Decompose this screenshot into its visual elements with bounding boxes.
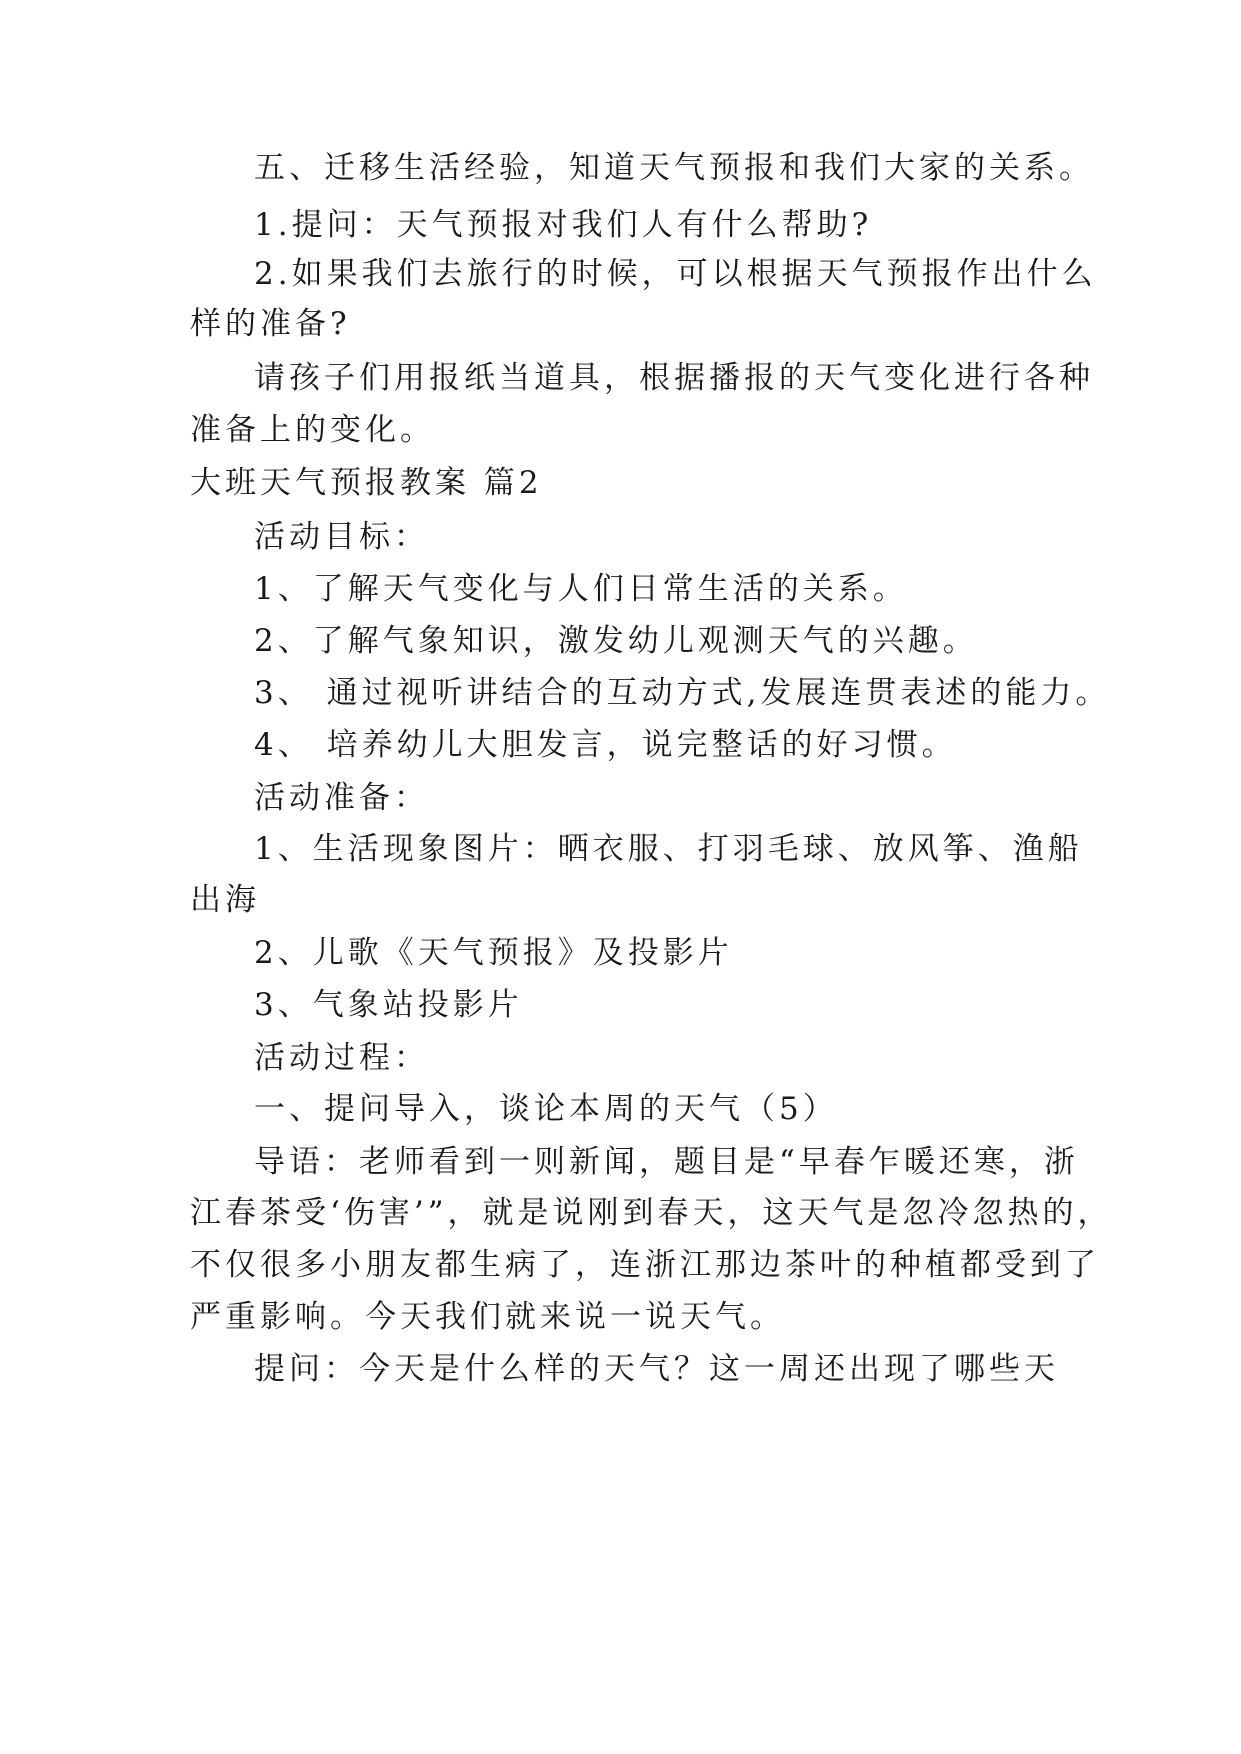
- paragraph-line: 1、了解天气变化与人们日常生活的关系。: [254, 571, 908, 607]
- paragraph-line: 活动准备：: [254, 780, 429, 816]
- paragraph-line: 导语：老师看到一则新闻，题目是“早春乍暖还寒，浙: [254, 1144, 1079, 1180]
- paragraph-line: 4、 培养幼儿大胆发言，说完整话的好习惯。: [254, 727, 957, 763]
- paragraph-line: 严重影响。今天我们就来说一说天气。: [190, 1299, 785, 1335]
- paragraph-line: 江春茶受‘伤害’”，就是说刚到春天，这天气是忽冷忽热的，: [190, 1195, 1113, 1231]
- paragraph-line: 2、儿歌《天气预报》及投影片: [254, 935, 733, 971]
- paragraph-line: 提问：今天是什么样的天气？这一周还出现了哪些天: [254, 1351, 1059, 1387]
- paragraph-line: 活动过程：: [254, 1040, 429, 1076]
- paragraph-line: 2、了解气象知识，激发幼儿观测天气的兴趣。: [254, 623, 978, 659]
- paragraph-line: 2.如果我们去旅行的时候，可以根据天气预报作出什么: [254, 256, 1097, 292]
- paragraph-line: 活动目标：: [254, 519, 429, 555]
- paragraph-line: 不仅很多小朋友都生病了，连浙江那边茶叶的种植都受到了: [190, 1247, 1100, 1283]
- section-heading: 大班天气预报教案 篇2: [190, 465, 543, 501]
- paragraph-line: 请孩子们用报纸当道具，根据播报的天气变化进行各种: [254, 360, 1094, 396]
- paragraph-line: 一、提问导入，谈论本周的天气（5）: [254, 1091, 838, 1127]
- paragraph-line: 出海: [190, 882, 260, 918]
- paragraph-line: 1、生活现象图片：晒衣服、打羽毛球、放风筝、渔船: [254, 831, 1083, 867]
- paragraph-line: 样的准备?: [190, 306, 351, 342]
- paragraph-line: 五、迁移生活经验，知道天气预报和我们大家的关系。: [254, 150, 1094, 186]
- paragraph-line: 准备上的变化。: [190, 412, 435, 448]
- paragraph-line: 3、 通过视听讲结合的互动方式,发展连贯表述的能力。: [254, 675, 1111, 711]
- paragraph-line: 1.提问：天气预报对我们人有什么帮助?: [254, 207, 873, 243]
- paragraph-line: 3、气象站投影片: [254, 987, 523, 1023]
